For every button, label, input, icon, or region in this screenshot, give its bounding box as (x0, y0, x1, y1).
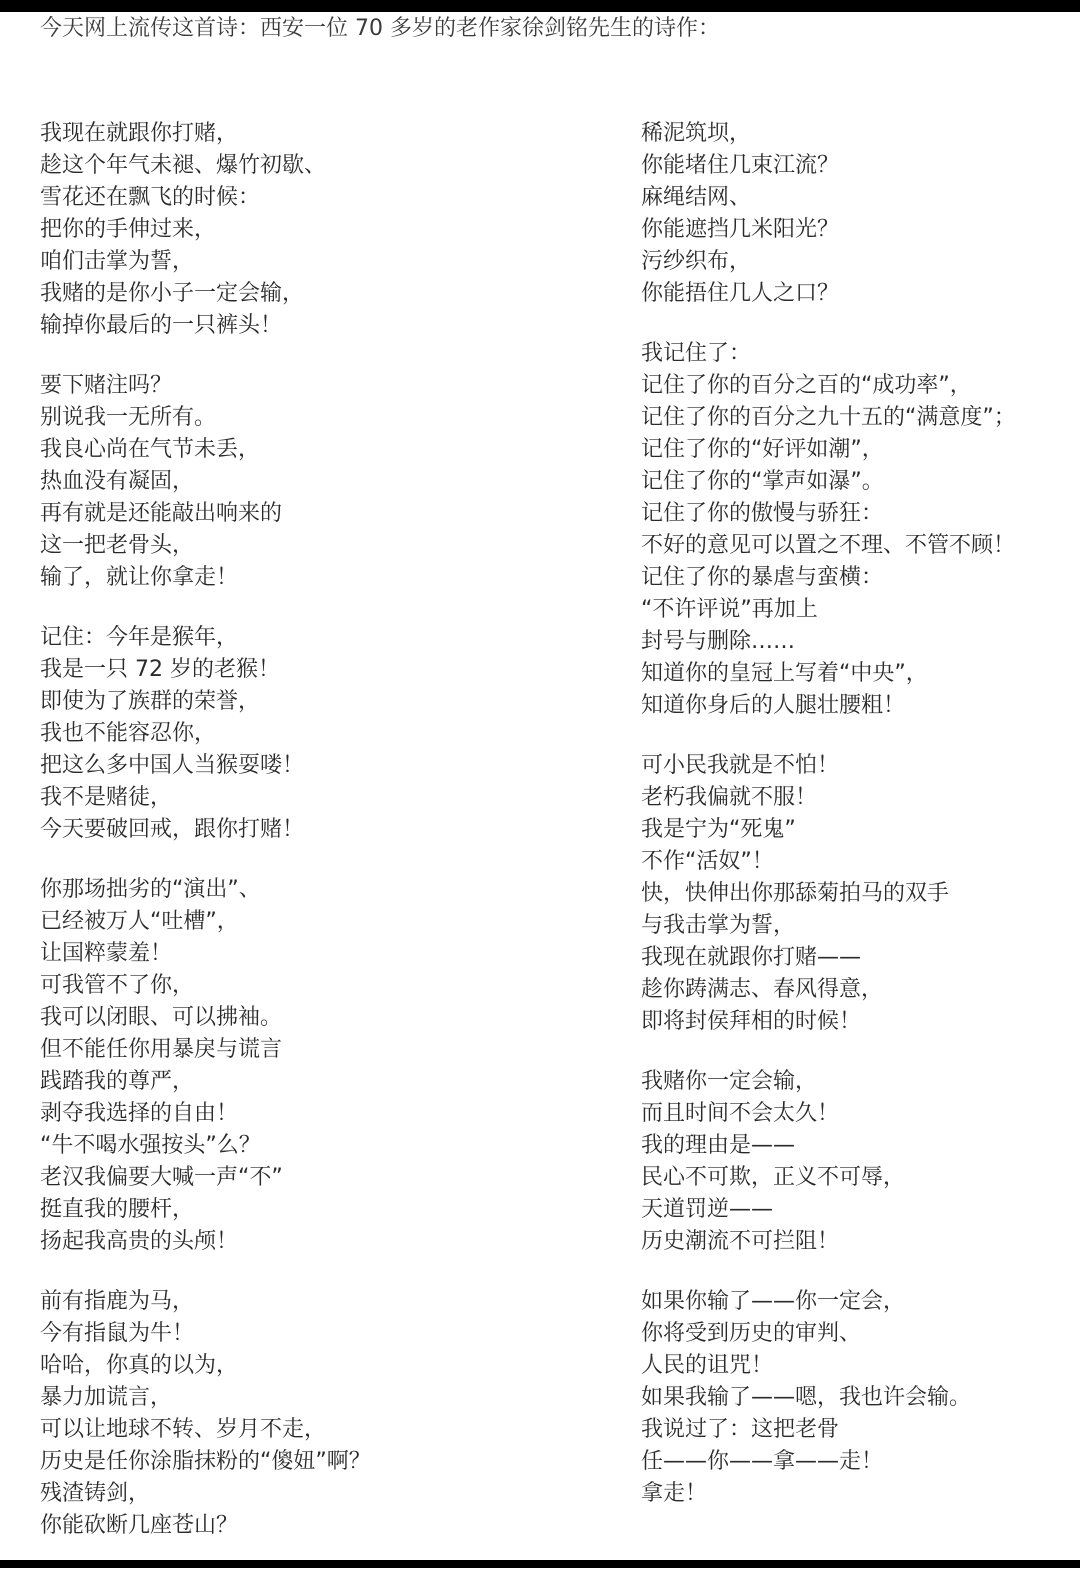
stanza (641, 1066, 1071, 1258)
poem-line: 我赌的是你小子一定会输， (40, 281, 305, 306)
stanza (40, 118, 620, 342)
poem-line: 热血没有凝固， (40, 469, 195, 494)
poem-line: 污纱织布， (641, 249, 752, 274)
poem-line: 封号与删除…… (641, 629, 796, 654)
poem-line: 你能遮挡几米阳光？ (641, 217, 840, 242)
poem-line: 趁这个年气未褪、爆竹初歇、 (40, 153, 327, 178)
poem-line: 让国粹蒙羞！ (40, 941, 173, 966)
poem-line: 剥夺我选择的自由！ (40, 1101, 239, 1126)
poem-line: 人民的诅咒！ (641, 1353, 774, 1378)
poem-line: 历史是任你涂脂抹粉的“傻妞”啊？ (40, 1449, 371, 1474)
poem-line: 践踏我的尊严， (40, 1069, 195, 1094)
poem-line: 输了，就让你拿走！ (40, 565, 239, 590)
poem-line: 稀泥筑坝， (641, 121, 752, 146)
top-border (0, 0, 1080, 12)
poem-line: 把你的手伸过来， (40, 217, 217, 242)
poem-line: 不好的意见可以置之不理、不管不顾！ (641, 533, 1016, 558)
poem-line: “不许评说”再加上 (641, 597, 818, 622)
poem-line: 记住：今年是猴年， (40, 625, 239, 650)
bottom-border (0, 1560, 1080, 1568)
poem-line: 扬起我高贵的头颅！ (40, 1229, 239, 1254)
poem-line: 已经被万人“吐槽”， (40, 909, 239, 934)
poem-line: 但不能任你用暴戾与谎言 (40, 1037, 283, 1062)
stanza (641, 1286, 1071, 1510)
poem-line: 再有就是还能敲出响来的 (40, 501, 283, 526)
poem-line: 如果你输了——你一定会， (641, 1289, 906, 1314)
poem-line: 我现在就跟你打赌， (40, 121, 239, 146)
poem-line: 你能捂住几人之口？ (641, 281, 840, 306)
poem-line: 别说我一无所有。 (40, 405, 217, 430)
stanza (40, 1286, 620, 1542)
poem-line: 我不是赌徒， (40, 785, 173, 810)
poem-line: 而且时间不会太久！ (641, 1101, 840, 1126)
intro-text: 今天网上流传这首诗：西安一位 70 多岁的老作家徐剑铭先生的诗作： (40, 16, 720, 41)
poem-line: 你能堵住几束江流？ (641, 153, 840, 178)
poem-line: 我可以闭眼、可以拂袖。 (40, 1005, 283, 1030)
poem-line: 天道罚逆—— (641, 1197, 774, 1222)
poem-line: 前有指鹿为马， (40, 1289, 195, 1314)
poem-line: 知道你身后的人腿壮腰粗！ (641, 693, 906, 718)
poem-line: 记住了你的傲慢与骄狂： (641, 501, 884, 526)
poem-line: 历史潮流不可拦阻！ (641, 1229, 840, 1254)
poem-line: 挺直我的腰杆， (40, 1197, 195, 1222)
poem-line: 我记住了： (641, 341, 752, 366)
poem-line: 任——你——拿——走！ (641, 1449, 884, 1474)
poem-line: 今有指鼠为牛！ (40, 1321, 195, 1346)
poem-line: 快，快伸出你那舔菊拍马的双手 (641, 881, 950, 906)
stanza (40, 370, 620, 594)
poem-line: 我良心尚在气节未丢， (40, 437, 261, 462)
poem-line: 你能砍断几座苍山？ (40, 1513, 239, 1538)
poem-line: 你那场拙劣的“演出”、 (40, 877, 261, 902)
poem-line: 我赌你一定会输， (641, 1069, 818, 1094)
poem-line: 不作“活奴”！ (641, 849, 774, 874)
poem-line: 暴力加谎言， (40, 1385, 173, 1410)
poem-line: 拿走！ (641, 1481, 708, 1506)
stanza (40, 622, 620, 846)
poem-line: 可我管不了你， (40, 973, 195, 998)
poem-line: 可以让地球不转、岁月不走， (40, 1417, 327, 1442)
poem-line: 如果我输了——嗯，我也许会输。 (641, 1385, 972, 1410)
stanza (641, 118, 1071, 310)
poem-right-column (641, 118, 1071, 1538)
poem-line: 记住了你的暴虐与蛮横： (641, 565, 884, 590)
poem-line: 我是宁为“死鬼” (641, 817, 796, 842)
poem-line: 我也不能容忍你， (40, 721, 217, 746)
poem-line: 民心不可欺，正义不可辱， (641, 1165, 906, 1190)
stanza (40, 874, 620, 1258)
poem-line: 记住了你的“掌声如瀑”。 (641, 469, 884, 494)
poem-line: 即使为了族群的荣誉， (40, 689, 261, 714)
poem-line: 趁你踌满志、春风得意， (641, 977, 884, 1002)
poem-line: 今天要破回戒，跟你打赌！ (40, 817, 305, 842)
poem-line: “牛不喝水强按头”么？ (40, 1133, 261, 1158)
poem-line: 与我击掌为誓， (641, 913, 796, 938)
poem-line: 这一把老骨头， (40, 533, 195, 558)
poem-line: 我是一只 72 岁的老猴！ (40, 657, 280, 682)
poem-line: 我说过了：这把老骨 (641, 1417, 840, 1442)
poem-line: 我的理由是—— (641, 1133, 796, 1158)
poem-line: 要下赌注吗？ (40, 373, 173, 398)
poem-line: 残渣铸剑， (40, 1481, 151, 1506)
poem-line: 雪花还在飘飞的时候： (40, 185, 261, 210)
poem-left-column (40, 118, 620, 1570)
poem-line: 记住了你的百分之百的“成功率”， (641, 373, 972, 398)
poem-line: 老汉我偏要大喊一声“不” (40, 1165, 283, 1190)
stanza (641, 750, 1071, 1038)
poem-line: 记住了你的百分之九十五的“满意度”； (641, 405, 1016, 430)
poem-line: 输掉你最后的一只裤头！ (40, 313, 283, 338)
poem-line: 你将受到历史的审判、 (641, 1321, 862, 1346)
poem-line: 老朽我偏就不服！ (641, 785, 818, 810)
poem-line: 知道你的皇冠上写着“中央”， (641, 661, 928, 686)
stanza (641, 338, 1071, 722)
poem-line: 麻绳结网、 (641, 185, 752, 210)
poem-line: 可小民我就是不怕！ (641, 753, 840, 778)
poem-line: 咱们击掌为誓， (40, 249, 195, 274)
poem-line: 记住了你的“好评如潮”， (641, 437, 884, 462)
poem-line: 我现在就跟你打赌—— (641, 945, 862, 970)
poem-line: 即将封侯拜相的时候！ (641, 1009, 862, 1034)
poem-line: 哈哈，你真的以为， (40, 1353, 239, 1378)
poem-line: 把这么多中国人当猴耍喽！ (40, 753, 305, 778)
